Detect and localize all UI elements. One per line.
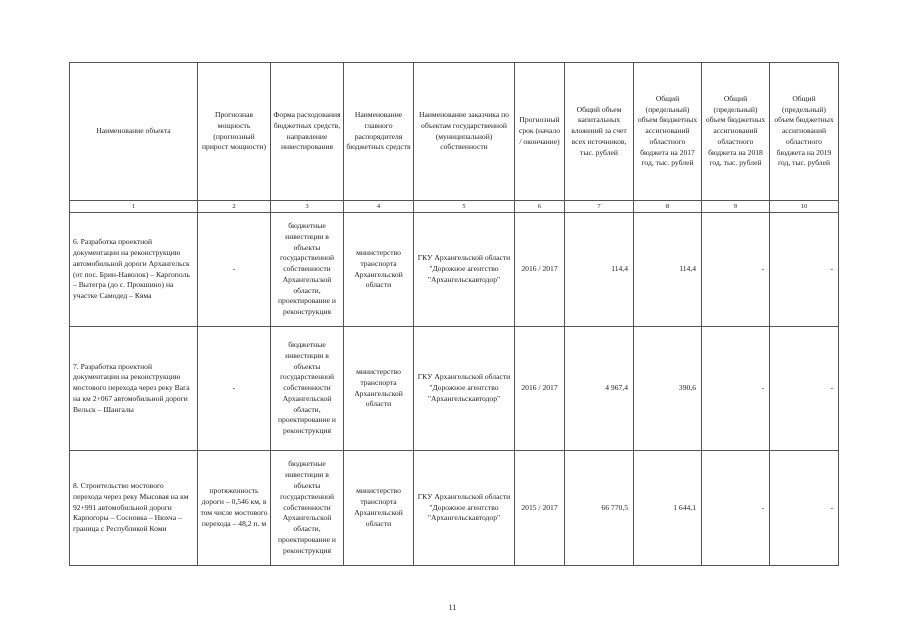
header-cell: Форма расходования бюджетных средств, направление инвестирования <box>271 63 344 201</box>
customer-cell: ГКУ Архангельской области "Дорожное агентство "Архангельскавтодор" <box>414 213 515 327</box>
manager-cell: министерство транспорта Архангельской области <box>344 213 414 327</box>
total-cell: 66 770,5 <box>565 451 634 566</box>
object-name-cell: 7. Разработка проектной документации на реконструкцию мостового перехода через реку Вага на км 2+067 автомобильной дороги Вельск – Шангалы <box>70 327 198 451</box>
total-cell: 114,4 <box>565 213 634 327</box>
manager-cell: министерство транспорта Архангельской области <box>344 451 414 566</box>
year-2017-cell: 390,6 <box>634 327 702 451</box>
customer-cell: ГКУ Архангельской области "Дорожное агентство "Архангельскавтодор" <box>414 451 515 566</box>
form-cell: бюджетные инвестиции в объекты государственной собственности Архангельской области, проектирование и реконструкция <box>271 213 344 327</box>
capacity-cell: - <box>198 327 271 451</box>
header-cell: Наименование объекта <box>70 63 198 201</box>
header-cell: Общий (предельный) объем бюджетных ассигнований областного бюджета на 2017 год, тыс. рублей <box>634 63 702 201</box>
year-2019-cell: - <box>770 213 839 327</box>
year-2017-cell: 1 644,1 <box>634 451 702 566</box>
column-number: 6 <box>515 201 565 213</box>
column-number: 3 <box>271 201 344 213</box>
column-number: 2 <box>198 201 271 213</box>
header-cell: Общий (предельный) объем бюджетных ассигнований областного бюджета на 2018 год, тыс. рублей <box>702 63 770 201</box>
header-cell: Наименование заказчика по объектам государственной (муниципальной) собственности <box>414 63 515 201</box>
column-number: 4 <box>344 201 414 213</box>
term-cell: 2015 / 2017 <box>515 451 565 566</box>
year-2018-cell: - <box>702 213 770 327</box>
object-name-cell: 6. Разработка проектной документации на реконструкцию автомобильной дороги Архангельск (от пос. Брин-Наволок) – Каргополь – Вытегра (до с. Прокшино) на участке Самодед – Кяма <box>70 213 198 327</box>
column-number: 1 <box>70 201 198 213</box>
capacity-cell: протяженность дороги – 0,546 км, в том числе мостового перехода – 48,2 п. м <box>198 451 271 566</box>
table-row <box>70 451 839 566</box>
column-number-row <box>70 201 839 213</box>
header-cell: Общий (предельный) объем бюджетных ассигнований областного бюджета на 2019 год, тыс. рублей <box>770 63 839 201</box>
year-2019-cell: - <box>770 327 839 451</box>
form-cell: бюджетные инвестиции в объекты государственной собственности Архангельской области, проектирование и реконструкция <box>271 451 344 566</box>
manager-cell: министерство транспорта Архангельской области <box>344 327 414 451</box>
page-number: 11 <box>448 603 457 612</box>
header-cell: Прогнозный срок (начало / окончание) <box>515 63 565 201</box>
table-row <box>70 213 839 327</box>
capacity-cell: - <box>198 213 271 327</box>
column-number: 9 <box>702 201 770 213</box>
column-number: 8 <box>634 201 702 213</box>
year-2018-cell: - <box>702 327 770 451</box>
term-cell: 2016 / 2017 <box>515 327 565 451</box>
term-cell: 2016 / 2017 <box>515 213 565 327</box>
column-number: 5 <box>414 201 515 213</box>
table-row <box>70 327 839 451</box>
form-cell: бюджетные инвестиции в объекты государственной собственности Архангельской области, проектирование и реконструкция <box>271 327 344 451</box>
header-cell: Общий объем капитальных вложений за счет всех источников, тыс. рублей <box>565 63 634 201</box>
header-cell: Наименование главного распорядителя бюджетных средств <box>344 63 414 201</box>
investment-table <box>69 62 839 566</box>
year-2017-cell: 114,4 <box>634 213 702 327</box>
column-number: 10 <box>770 201 839 213</box>
column-number: 7 <box>565 201 634 213</box>
object-name-cell: 8. Строительство мостового перехода через реку Мысовая на км 92+991 автомобильной дороги Карпогоры – Сосновка – Нюхча – граница с Республикой Коми <box>70 451 198 566</box>
year-2018-cell: - <box>702 451 770 566</box>
total-cell: 4 967,4 <box>565 327 634 451</box>
header-cell: Прогнозная мощность (прогнозный прирост мощности) <box>198 63 271 201</box>
customer-cell: ГКУ Архангельской области "Дорожное агентство "Архангельскавтодор" <box>414 327 515 451</box>
year-2019-cell: - <box>770 451 839 566</box>
header-row <box>70 63 839 201</box>
